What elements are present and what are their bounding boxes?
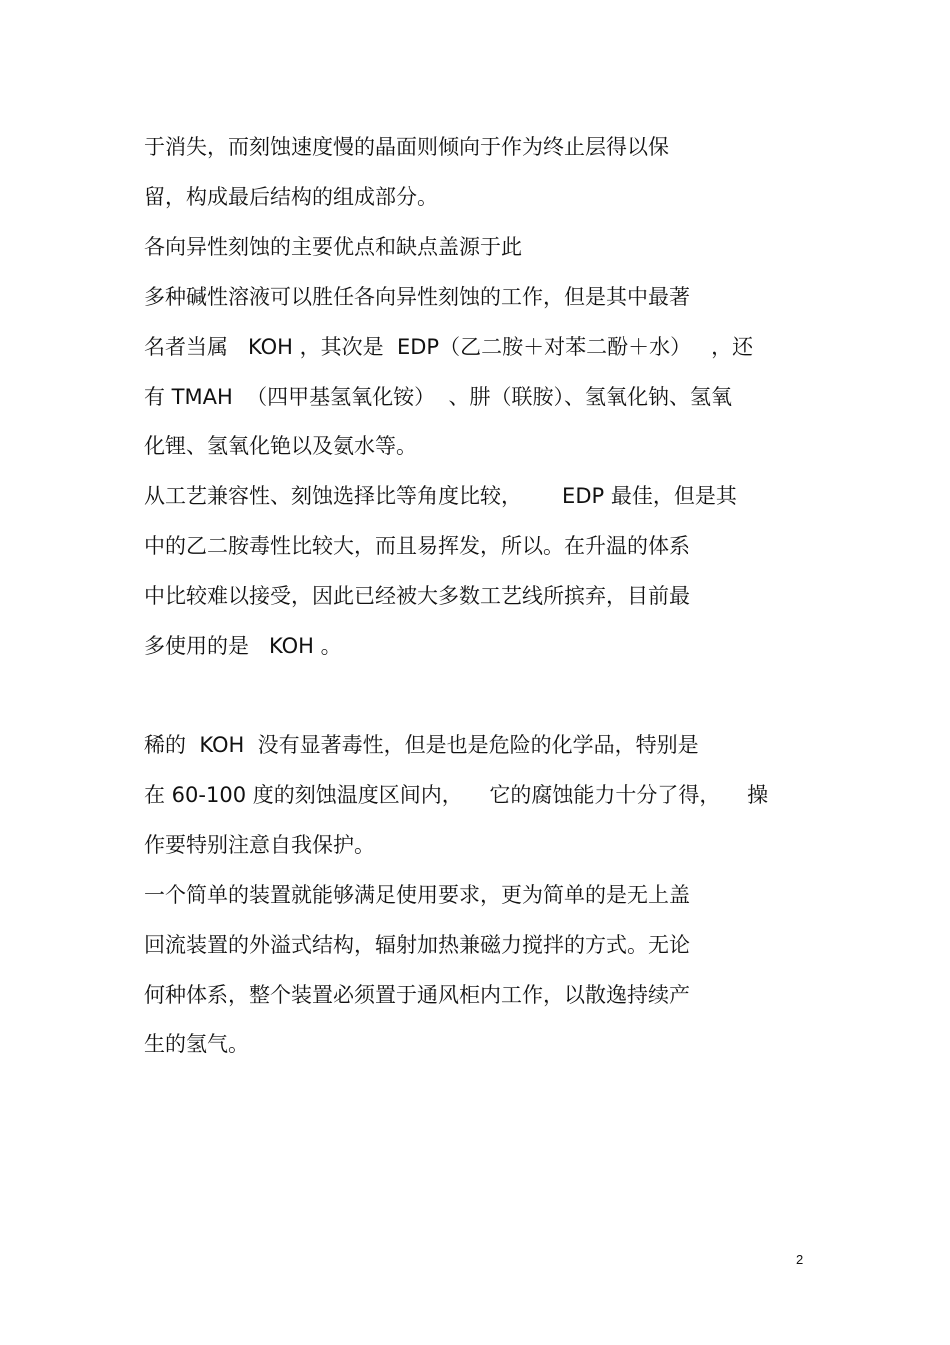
text-line: 化锂、氢氧化铯以及氨水等。 [144, 434, 417, 458]
text-line: 多使用的是 KOH 。 [144, 634, 342, 658]
text-line: 多种碱性溶液可以胜任各向异性刻蚀的工作，但是其中最著 [144, 285, 690, 309]
text-line: 在 60-100 度的刻蚀温度区间内， 它的腐蚀能力十分了得， 操 [144, 783, 769, 807]
text-line: 作要特别注意自我保护。 [144, 833, 375, 857]
text-line: 一个简单的装置就能够满足使用要求，更为简单的是无上盖 [144, 883, 690, 907]
text-line: 生的氢气。 [144, 1032, 249, 1056]
text-line: 稀的 KOH 没有显著毒性，但是也是危险的化学品，特别是 [144, 733, 699, 757]
page-number: 2 [796, 1252, 804, 1267]
text-line: 有 TMAH （四甲基氢氧化铵） 、肼（联胺）、氢氧化钠、氢氧 [144, 385, 732, 409]
text-line: 中比较难以接受，因此已经被大多数工艺线所摈弃，目前最 [144, 584, 690, 608]
text-line: 名者当属 KOH ，其次是 EDP（乙二胺＋对苯二酚＋水） ，还 [144, 335, 754, 359]
text-line: 于消失，而刻蚀速度慢的晶面则倾向于作为终止层得以保 [144, 135, 669, 159]
text-line: 留，构成最后结构的组成部分。 [144, 185, 438, 209]
text-line: 各向异性刻蚀的主要优点和缺点盖源于此 [144, 235, 522, 259]
text-line: 回流装置的外溢式结构，辐射加热兼磁力搅拌的方式。无论 [144, 933, 690, 957]
text-line: 何种体系，整个装置必须置于通风柜内工作，以散逸持续产 [144, 983, 690, 1007]
text-line: 从工艺兼容性、刻蚀选择比等角度比较， EDP 最佳，但是其 [144, 484, 737, 508]
text-line: 中的乙二胺毒性比较大，而且易挥发，所以。在升温的体系 [144, 534, 690, 558]
